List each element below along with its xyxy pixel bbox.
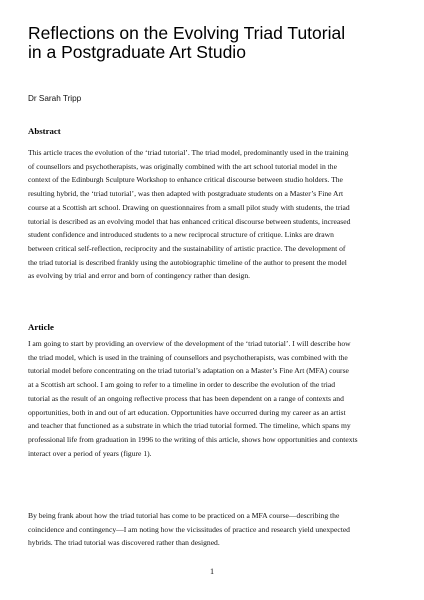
- article-paragraph: [28, 509, 400, 550]
- title-line: in a Postgraduate Art Studio: [28, 42, 246, 62]
- page-number: 1: [209, 567, 215, 576]
- text-line: opportunities, both in and out of art education. Opportunities have occurred during my career as an artist: [28, 407, 346, 417]
- text-line: between critical self-reflection, reciprocity and the sustainability of artistic practice. The development of: [28, 243, 346, 253]
- text-line: as evolving by trial and error and born of contingency rather than design.: [28, 271, 251, 281]
- text-line: interact over a period of years (figure 1).: [28, 448, 152, 458]
- text-line: resulting hybrid, the ‘triad tutorial’, was then adapted with postgraduate students on a Master’s Fine Art: [28, 189, 344, 199]
- text-line: course at a Scottish art school. Drawing on questionnaires from a small pilot study with students, the triad: [28, 202, 350, 212]
- title-line: Reflections on the Evolving Triad Tutorial: [28, 23, 346, 43]
- article-heading: Article: [28, 322, 54, 332]
- document-title: [28, 24, 398, 62]
- text-line: coincidence and contingency—I am noting how the vicissitudes of practice and research yield unexpected: [28, 524, 350, 534]
- text-line: at a Scottish art school. I am going to refer to a timeline in order to describe the evolution of the triad: [28, 380, 336, 390]
- text-line: tutorial as the result of an ongoing reflective process that has been dependent on a range of contexts and: [28, 393, 344, 403]
- text-line: tutorial model before concentrating on the triad tutorial’s adaptation on a Master’s Fine Art (MFA) course: [28, 366, 349, 376]
- text-line: I am going to start by providing an overview of the development of the ‘triad tutorial’. I will describe how: [28, 339, 351, 348]
- text-line: and teacher that functioned as a substrate in which the triad tutorial formed. The timeline, which spans my: [28, 421, 351, 431]
- text-line: By being frank about how the triad tutorial has come to be practiced on a MFA course—describing the: [28, 511, 340, 520]
- text-line: hybrids. The triad tutorial was discovered rather than designed.: [28, 538, 220, 548]
- text-line: the triad model, which is used in the training of counsellors and psychotherapists, was combined with the: [28, 352, 348, 362]
- text-line: the triad tutorial is described frankly using the autobiographic timeline of the author to present the model: [28, 257, 347, 267]
- abstract-paragraph: [28, 146, 400, 283]
- text-line: professional life from graduation in 1996 to the writing of this article, shows how opportunities and contexts: [28, 434, 358, 444]
- author-name: Dr Sarah Tripp: [28, 94, 82, 103]
- text-line: context of the Edinburgh Sculpture Workshop to enhance critical discourse between studio holders. The: [28, 175, 343, 185]
- article-paragraph: [28, 337, 400, 460]
- text-line: student confidence and introduced students to a new reciprocal structure of critique. Links are drawn: [28, 230, 334, 240]
- text-line: tutorial is described as an evolving model that has enhanced critical discourse between students, increased: [28, 216, 351, 226]
- text-line: of counsellors and psychotherapists, was originally combined with the art school tutorial model in the: [28, 161, 337, 171]
- text-line: This article traces the evolution of the ‘triad tutorial’. The triad model, predominantly used in the training: [28, 148, 349, 157]
- abstract-heading: Abstract: [28, 126, 61, 136]
